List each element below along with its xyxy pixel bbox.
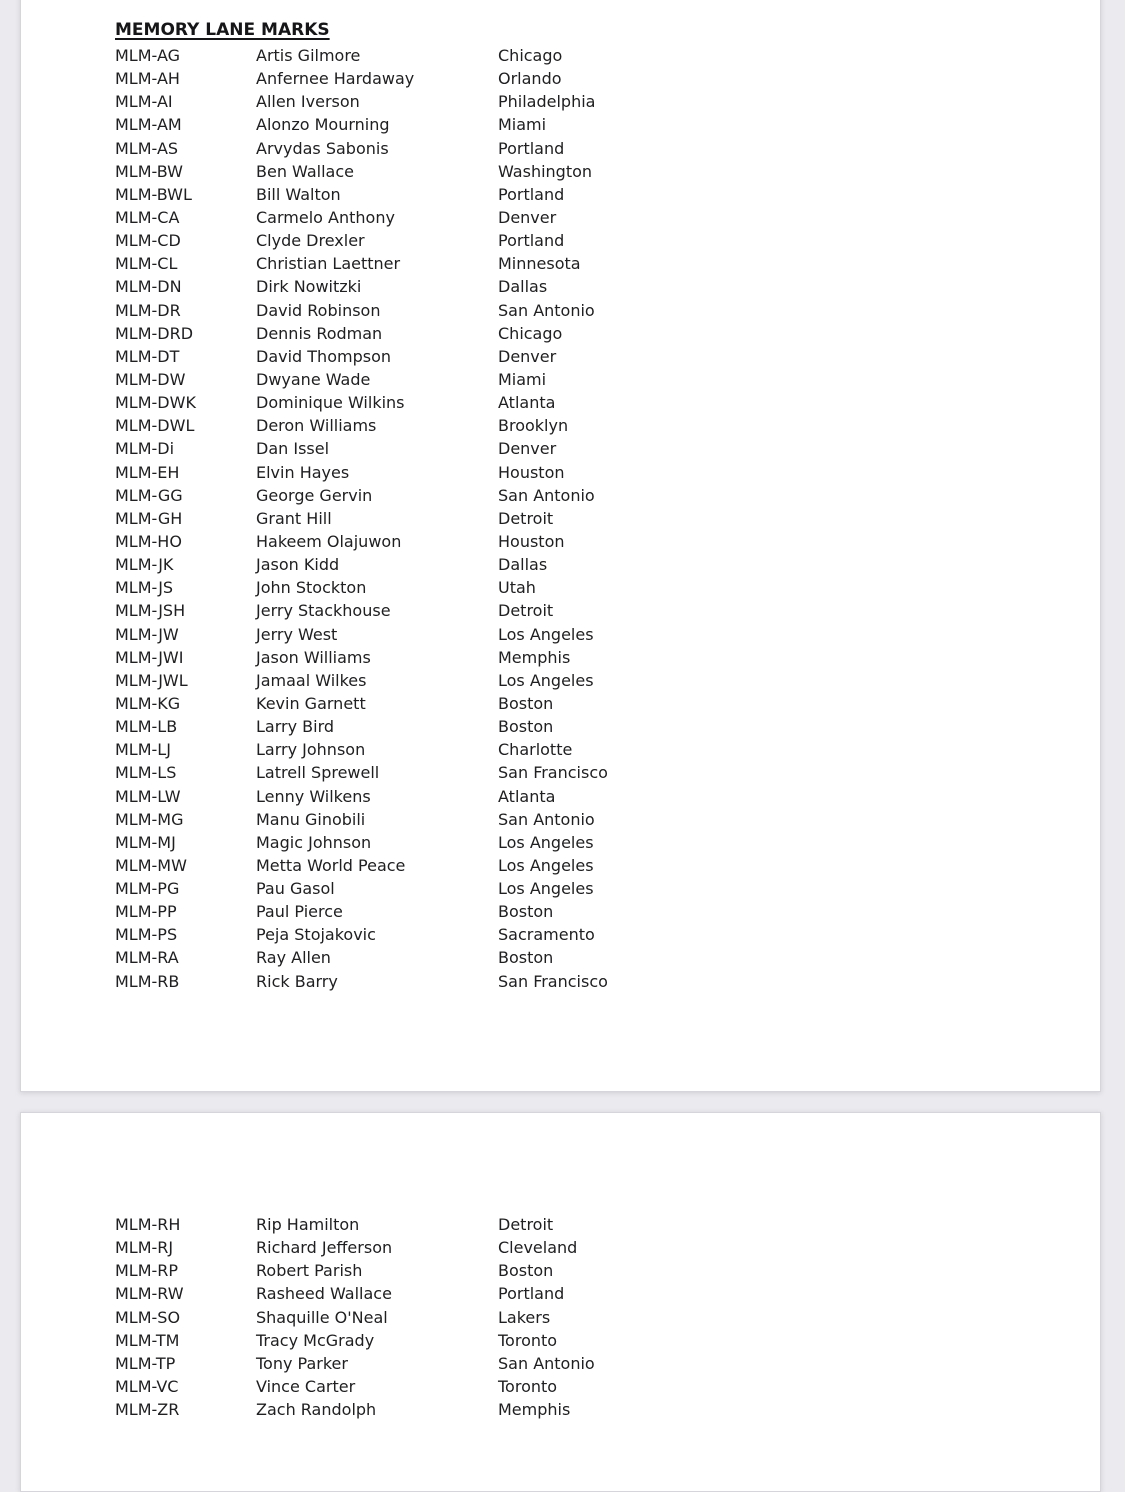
row-code: MLM-AM xyxy=(115,115,182,135)
table-row xyxy=(115,1375,1070,1398)
row-code: MLM-RB xyxy=(115,971,180,991)
row-code: MLM-TP xyxy=(115,1353,176,1373)
row-code: MLM-JW xyxy=(115,624,179,644)
table-row xyxy=(115,761,1070,784)
row-player: Artis Gilmore xyxy=(256,46,361,65)
row-code: MLM-HO xyxy=(115,531,182,551)
table-row xyxy=(115,1398,1070,1421)
row-city: Miami xyxy=(498,115,547,135)
row-city: Portland xyxy=(498,231,565,251)
row-city: Denver xyxy=(498,346,557,366)
row-city: Denver xyxy=(498,439,557,459)
row-city: Los Angeles xyxy=(498,670,594,690)
table-row xyxy=(115,623,1070,646)
row-code: MLM-JK xyxy=(115,555,174,575)
row-code: MLM-RP xyxy=(115,1261,179,1281)
row-code: MLM-DT xyxy=(115,346,180,366)
row-code: MLM-LB xyxy=(115,717,178,737)
row-city: San Antonio xyxy=(498,809,595,829)
row-player: Manu Ginobili xyxy=(256,809,366,829)
page-1-content xyxy=(21,0,1100,993)
row-city: Sacramento xyxy=(498,925,595,945)
table-row xyxy=(115,391,1070,414)
row-city: Chicago xyxy=(498,46,563,65)
row-code: MLM-AH xyxy=(115,69,180,89)
table-row xyxy=(115,692,1070,715)
table-row xyxy=(115,923,1070,946)
row-code: MLM-AS xyxy=(115,138,179,158)
table-row xyxy=(115,299,1070,322)
row-city: Detroit xyxy=(498,508,554,528)
row-city: Denver xyxy=(498,207,557,227)
table-row xyxy=(115,669,1070,692)
row-player: Jerry West xyxy=(256,624,338,644)
row-player: Dennis Rodman xyxy=(256,323,383,343)
table-row xyxy=(115,1236,1070,1259)
row-code: MLM-RJ xyxy=(115,1238,174,1258)
row-player: Peja Stojakovic xyxy=(256,925,376,945)
row-city: Washington xyxy=(498,161,593,181)
row-player: Deron Williams xyxy=(256,416,377,436)
row-city: Miami xyxy=(498,369,547,389)
row-player: Zach Randolph xyxy=(256,1400,377,1420)
row-code: MLM-KG xyxy=(115,693,181,713)
table-row xyxy=(115,599,1070,622)
row-city: Memphis xyxy=(498,1400,571,1420)
row-city: Detroit xyxy=(498,601,554,621)
row-player: Christian Laettner xyxy=(256,254,401,274)
row-city: San Francisco xyxy=(498,763,608,783)
row-player: Elvin Hayes xyxy=(256,462,350,482)
row-city: Los Angeles xyxy=(498,624,594,644)
row-code: MLM-MW xyxy=(115,855,187,875)
row-code: MLM-JS xyxy=(115,578,174,598)
row-city: Detroit xyxy=(498,1215,554,1234)
row-code: MLM-CA xyxy=(115,207,180,227)
row-player: Grant Hill xyxy=(256,508,332,528)
table-row xyxy=(115,576,1070,599)
table-row xyxy=(115,183,1070,206)
row-code: MLM-LJ xyxy=(115,740,171,760)
document-page-2 xyxy=(20,1112,1101,1492)
table-row xyxy=(115,1306,1070,1329)
row-code: MLM-AG xyxy=(115,46,181,65)
row-player: Vince Carter xyxy=(256,1376,356,1396)
row-player: Alonzo Mourning xyxy=(256,115,390,135)
table-row xyxy=(115,1352,1070,1375)
row-code: MLM-GG xyxy=(115,485,183,505)
row-code: MLM-DW xyxy=(115,369,186,389)
row-city: Cleveland xyxy=(498,1238,578,1258)
row-code: MLM-RA xyxy=(115,948,179,968)
row-city: Charlotte xyxy=(498,740,573,760)
table-row xyxy=(115,67,1070,90)
row-player: Dirk Nowitzki xyxy=(256,277,362,297)
row-player: Latrell Sprewell xyxy=(256,763,380,783)
table-row xyxy=(115,252,1070,275)
row-city: Toronto xyxy=(498,1330,558,1350)
row-city: Boston xyxy=(498,948,554,968)
row-player: Shaquille O'Neal xyxy=(256,1307,388,1327)
row-player: David Robinson xyxy=(256,300,381,320)
row-player: Dwyane Wade xyxy=(256,369,371,389)
table-row xyxy=(115,275,1070,298)
row-city: Boston xyxy=(498,1261,554,1281)
table-row xyxy=(115,160,1070,183)
table-row xyxy=(115,437,1070,460)
row-player: Magic Johnson xyxy=(256,832,372,852)
row-city: Toronto xyxy=(498,1376,558,1396)
row-city: Portland xyxy=(498,138,565,158)
table-row xyxy=(115,900,1070,923)
row-code: MLM-PS xyxy=(115,925,178,945)
row-code: MLM-DN xyxy=(115,277,182,297)
row-city: Portland xyxy=(498,184,565,204)
table-row xyxy=(115,1329,1070,1352)
row-code: MLM-CD xyxy=(115,231,181,251)
table-row xyxy=(115,90,1070,113)
row-city: Atlanta xyxy=(498,786,556,806)
row-player: John Stockton xyxy=(256,578,367,598)
row-city: San Antonio xyxy=(498,485,595,505)
row-city: Atlanta xyxy=(498,393,556,413)
row-city: Boston xyxy=(498,902,554,922)
row-city: Dallas xyxy=(498,555,548,575)
row-player: Rasheed Wallace xyxy=(256,1284,392,1304)
table-row xyxy=(115,206,1070,229)
table-row xyxy=(115,113,1070,136)
row-code: MLM-MG xyxy=(115,809,184,829)
row-player: Pau Gasol xyxy=(256,879,335,899)
row-player: Jason Williams xyxy=(256,647,371,667)
row-city: Houston xyxy=(498,531,565,551)
table-row xyxy=(115,461,1070,484)
table-row xyxy=(115,137,1070,160)
row-player: Arvydas Sabonis xyxy=(256,138,389,158)
table-row xyxy=(115,715,1070,738)
row-city: San Francisco xyxy=(498,971,608,991)
table-row xyxy=(115,1213,1070,1236)
table-row xyxy=(115,530,1070,553)
row-player: Dan Issel xyxy=(256,439,330,459)
row-code: MLM-PG xyxy=(115,879,180,899)
row-city: Lakers xyxy=(498,1307,551,1327)
row-code: MLM-JWL xyxy=(115,670,188,690)
row-player: Tony Parker xyxy=(256,1353,348,1373)
row-player: Kevin Garnett xyxy=(256,693,366,713)
row-player: Rick Barry xyxy=(256,971,338,991)
table-row xyxy=(115,553,1070,576)
row-player: Ray Allen xyxy=(256,948,331,968)
row-player: Lenny Wilkens xyxy=(256,786,371,806)
row-city: San Antonio xyxy=(498,1353,595,1373)
table-row xyxy=(115,970,1070,993)
table-row xyxy=(115,808,1070,831)
row-code: MLM-RH xyxy=(115,1215,181,1234)
table-row xyxy=(115,345,1070,368)
page-title: MEMORY LANE MARKS xyxy=(115,20,330,40)
row-city: San Antonio xyxy=(498,300,595,320)
row-code: MLM-JSH xyxy=(115,601,186,621)
row-city: Chicago xyxy=(498,323,563,343)
row-player: Jason Kidd xyxy=(256,555,340,575)
row-city: Los Angeles xyxy=(498,879,594,899)
document-page-1 xyxy=(20,0,1101,1092)
row-code: MLM-GH xyxy=(115,508,183,528)
row-player: Jerry Stackhouse xyxy=(256,601,391,621)
row-code: MLM-BW xyxy=(115,161,183,181)
table-row xyxy=(115,507,1070,530)
row-code: MLM-Di xyxy=(115,439,175,459)
table-row xyxy=(115,1259,1070,1282)
row-code: MLM-SO xyxy=(115,1307,181,1327)
row-city: Minnesota xyxy=(498,254,581,274)
row-player: Paul Pierce xyxy=(256,902,343,922)
table-row xyxy=(115,484,1070,507)
row-city: Boston xyxy=(498,717,554,737)
row-code: MLM-LS xyxy=(115,763,177,783)
row-player: Clyde Drexler xyxy=(256,231,365,251)
row-player: Rip Hamilton xyxy=(256,1215,360,1234)
row-city: Utah xyxy=(498,578,536,598)
row-code: MLM-CL xyxy=(115,254,178,274)
row-city: Portland xyxy=(498,1284,565,1304)
marks-table-page-1 xyxy=(115,44,1070,993)
page-2-content xyxy=(21,1113,1100,1421)
row-code: MLM-DRD xyxy=(115,323,194,343)
row-city: Houston xyxy=(498,462,565,482)
row-player: Allen Iverson xyxy=(256,92,360,112)
row-code: MLM-DWL xyxy=(115,416,195,436)
table-row xyxy=(115,414,1070,437)
row-player: Bill Walton xyxy=(256,184,341,204)
row-player: Dominique Wilkins xyxy=(256,393,405,413)
row-player: Robert Parish xyxy=(256,1261,363,1281)
row-code: MLM-VC xyxy=(115,1376,179,1396)
table-row xyxy=(115,854,1070,877)
row-code: MLM-ZR xyxy=(115,1400,180,1420)
row-player: Richard Jefferson xyxy=(256,1238,393,1258)
table-row xyxy=(115,368,1070,391)
row-code: MLM-TM xyxy=(115,1330,180,1350)
table-row xyxy=(115,322,1070,345)
row-code: MLM-RW xyxy=(115,1284,184,1304)
table-row xyxy=(115,646,1070,669)
row-code: MLM-EH xyxy=(115,462,180,482)
row-player: Larry Johnson xyxy=(256,740,366,760)
row-code: MLM-DWK xyxy=(115,393,196,413)
marks-table-page-2 xyxy=(115,1213,1070,1421)
table-row xyxy=(115,1282,1070,1305)
row-code: MLM-LW xyxy=(115,786,181,806)
row-city: Los Angeles xyxy=(498,832,594,852)
row-player: Tracy McGrady xyxy=(256,1330,375,1350)
row-code: MLM-PP xyxy=(115,902,177,922)
row-code: MLM-JWI xyxy=(115,647,184,667)
table-row xyxy=(115,946,1070,969)
table-row xyxy=(115,229,1070,252)
row-code: MLM-DR xyxy=(115,300,181,320)
row-city: Los Angeles xyxy=(498,855,594,875)
row-player: Larry Bird xyxy=(256,717,335,737)
row-player: George Gervin xyxy=(256,485,373,505)
row-player: Anfernee Hardaway xyxy=(256,69,415,89)
row-player: Ben Wallace xyxy=(256,161,354,181)
row-city: Orlando xyxy=(498,69,562,89)
row-code: MLM-AI xyxy=(115,92,173,112)
row-player: Metta World Peace xyxy=(256,855,406,875)
row-city: Philadelphia xyxy=(498,92,596,112)
table-row xyxy=(115,738,1070,761)
row-city: Dallas xyxy=(498,277,548,297)
row-city: Brooklyn xyxy=(498,416,569,436)
table-row xyxy=(115,785,1070,808)
row-player: David Thompson xyxy=(256,346,391,366)
row-player: Hakeem Olajuwon xyxy=(256,531,402,551)
row-player: Jamaal Wilkes xyxy=(256,670,367,690)
table-row xyxy=(115,831,1070,854)
row-code: MLM-MJ xyxy=(115,832,176,852)
row-code: MLM-BWL xyxy=(115,184,192,204)
row-city: Memphis xyxy=(498,647,571,667)
table-row xyxy=(115,44,1070,67)
row-player: Carmelo Anthony xyxy=(256,207,395,227)
table-row xyxy=(115,877,1070,900)
row-city: Boston xyxy=(498,693,554,713)
